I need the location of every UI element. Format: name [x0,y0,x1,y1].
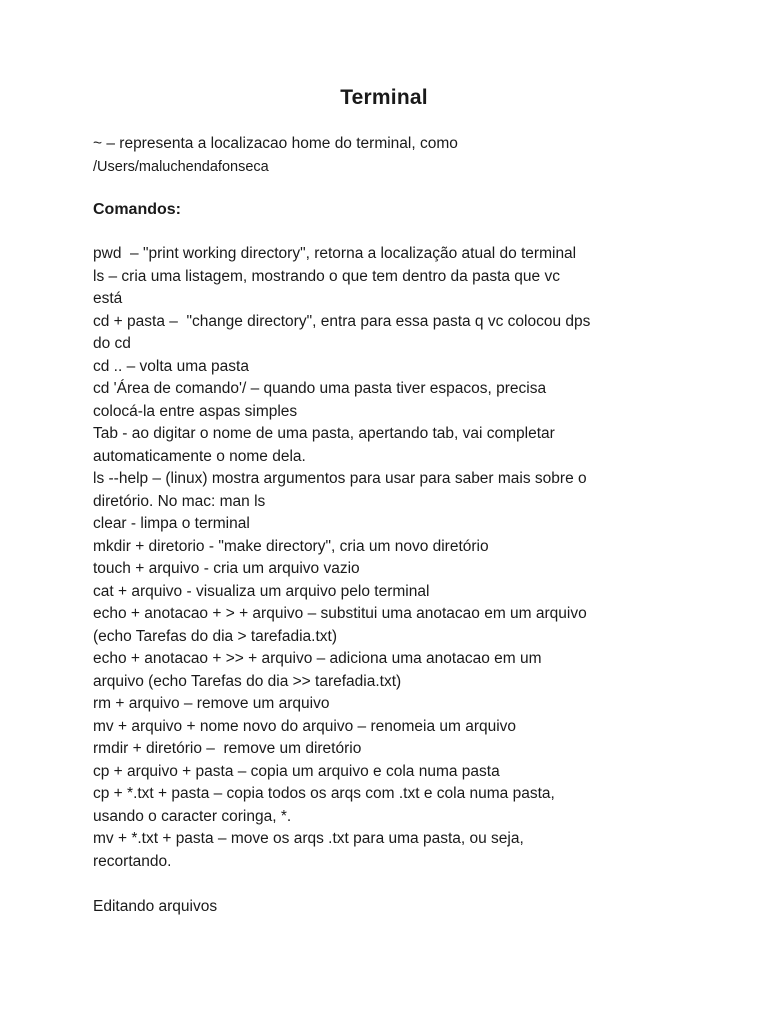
command-line: mv + *.txt + pasta – move os arqs .txt para uma pasta, ou seja, [93,830,524,847]
command-line: recortando. [93,852,172,870]
command-line: Tab - ao digitar o nome de uma pasta, apertando tab, vai completar [93,425,555,442]
command-line: do cd [93,335,131,352]
command-line: cp + arquivo + pasta – copia um arquivo e cola numa pasta [93,762,500,780]
command-line: echo + anotacao + > + arquivo – substitui uma anotacao em um arquivo [93,605,587,622]
intro-paragraph [93,133,748,178]
commands-section-heading: Comandos: [93,201,181,218]
command-line: mkdir + diretorio - "make directory", cria um novo diretório [93,537,489,555]
command-line: ls – cria uma listagem, mostrando o que tem dentro da pasta que vc [93,267,560,285]
editing-files-heading: Editando arquivos [93,898,218,915]
command-line: automaticamente o nome dela. [93,447,306,465]
page-title: Terminal [340,86,428,109]
command-line: rmdir + diretório – remove um diretório [93,740,362,757]
command-line: cd .. – volta uma pasta [93,357,249,375]
command-line: cat + arquivo - visualiza um arquivo pelo terminal [93,582,430,600]
command-line: pwd – "print working directory", retorna a localização atual do terminal [93,245,577,262]
command-line: ls --help – (linux) mostra argumentos para usar para saber mais sobre o [93,470,587,487]
command-line: rm + arquivo – remove um arquivo [93,695,330,712]
command-line: colocá-la entre aspas simples [93,402,298,420]
command-line: cd 'Área de comando'/ – quando uma pasta tiver espacos, precisa [93,380,547,397]
command-line: touch + arquivo - cria um arquivo vazio [93,560,360,577]
command-line: cp + *.txt + pasta – copia todos os arqs com .txt e cola numa pasta, [93,785,555,802]
command-line: está [93,290,123,307]
command-line: mv + arquivo + nome novo do arquivo – renomeia um arquivo [93,717,517,735]
command-list [93,243,748,873]
command-line: diretório. No mac: man ls [93,492,266,510]
command-line: (echo Tarefas do dia > tarefadia.txt) [93,627,337,645]
command-line: echo + anotacao + >> + arquivo – adiciona uma anotacao em um [93,650,542,667]
command-line: arquivo (echo Tarefas do dia >> tarefadia.txt) [93,672,402,690]
command-line: clear - limpa o terminal [93,515,250,532]
intro-line-tilde: ~ – representa a localizacao home do terminal, como [93,135,458,152]
intro-line-home-path: /Users/maluchendafonseca [93,158,269,175]
command-line: cd + pasta – "change directory", entra para essa pasta q vc colocou dps [93,312,591,330]
command-line: usando o caracter coringa, *. [93,807,292,825]
